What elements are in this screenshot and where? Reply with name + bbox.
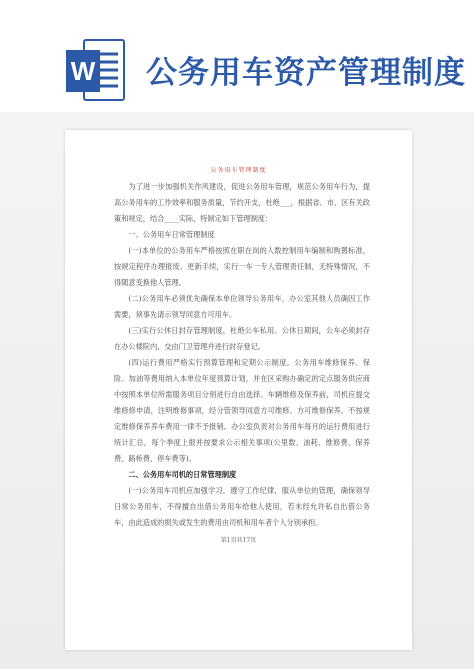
banner-title: 公务用车资产管理制度 xyxy=(146,55,466,91)
paragraph: (四)运行费用严格实行预算管理和定期公示制度。公务用车维修保养、保险、加油等费用纳入本单位年度预算计划，并在区采购办确定的定点服务供应商中按照本单位所需服务项目分别进行自由选择。车辆维修及保养前，司机应提交维修修申请，注明维修事项，经分管领导同意方可维修。方可维修保养。不按规定维修保养养车费用一律不予报销。办公室负责对公务用车每月的运行费用进行统计汇总，每个季度上报并按要求公示相关事项(公里数、油耗、维修费、保养费、路桥费、停车费等)。 xyxy=(114,358,370,463)
word-icon-letter: W xyxy=(70,56,96,86)
section-heading: 一、公务用车日常管理制度 xyxy=(128,230,215,239)
page-number: 第1页共17页 xyxy=(220,537,257,544)
document-title: 公务用车管理制度 xyxy=(210,167,267,174)
document-body xyxy=(114,179,370,531)
paragraph: (二)公务用车必须优先确保本单位领导公务用车，办公室其他人员确因工作需要，须事先请示领导同意方可用车。 xyxy=(114,294,370,319)
section-heading: 二、公务用车司机的日常管理制度 xyxy=(128,470,237,479)
banner xyxy=(0,0,474,112)
word-document-icon xyxy=(64,38,126,104)
paragraph: 为了进一步加强机关作风建设，促进公务用车管理，规范公务用车行为，提高公务用车的工作效率和服务质量，节约开支，杜绝___，根据省、市、区有关政策和规定，结合____实际，特制定如下管理制度： xyxy=(114,182,370,223)
paragraph: (三)实行公休日封存管理制度，杜绝公车私用。公休日期间，公车必须封存在办公楼院内，交由门卫管理并进行封存登记。 xyxy=(114,326,370,351)
paragraph: (一)公务用车司机应加强学习，遵守工作纪律，服从单位的管理，确保领导日常公务用车，不得擅自出借公务用车给他人使用，若未经允许私自出借公务车，由此造成的损失或发生的费用由司机和用车者个人分别承担。 xyxy=(114,486,370,527)
paragraph: (一)本单位的公务用车严格按照在职在岗的人数控制用车编制和购置标准，按规定程序办理报废、更新手续，实行一车一专人管理责任制，无特殊情况，不得随意变换他人管理。 xyxy=(114,246,370,287)
document-page xyxy=(65,130,412,650)
